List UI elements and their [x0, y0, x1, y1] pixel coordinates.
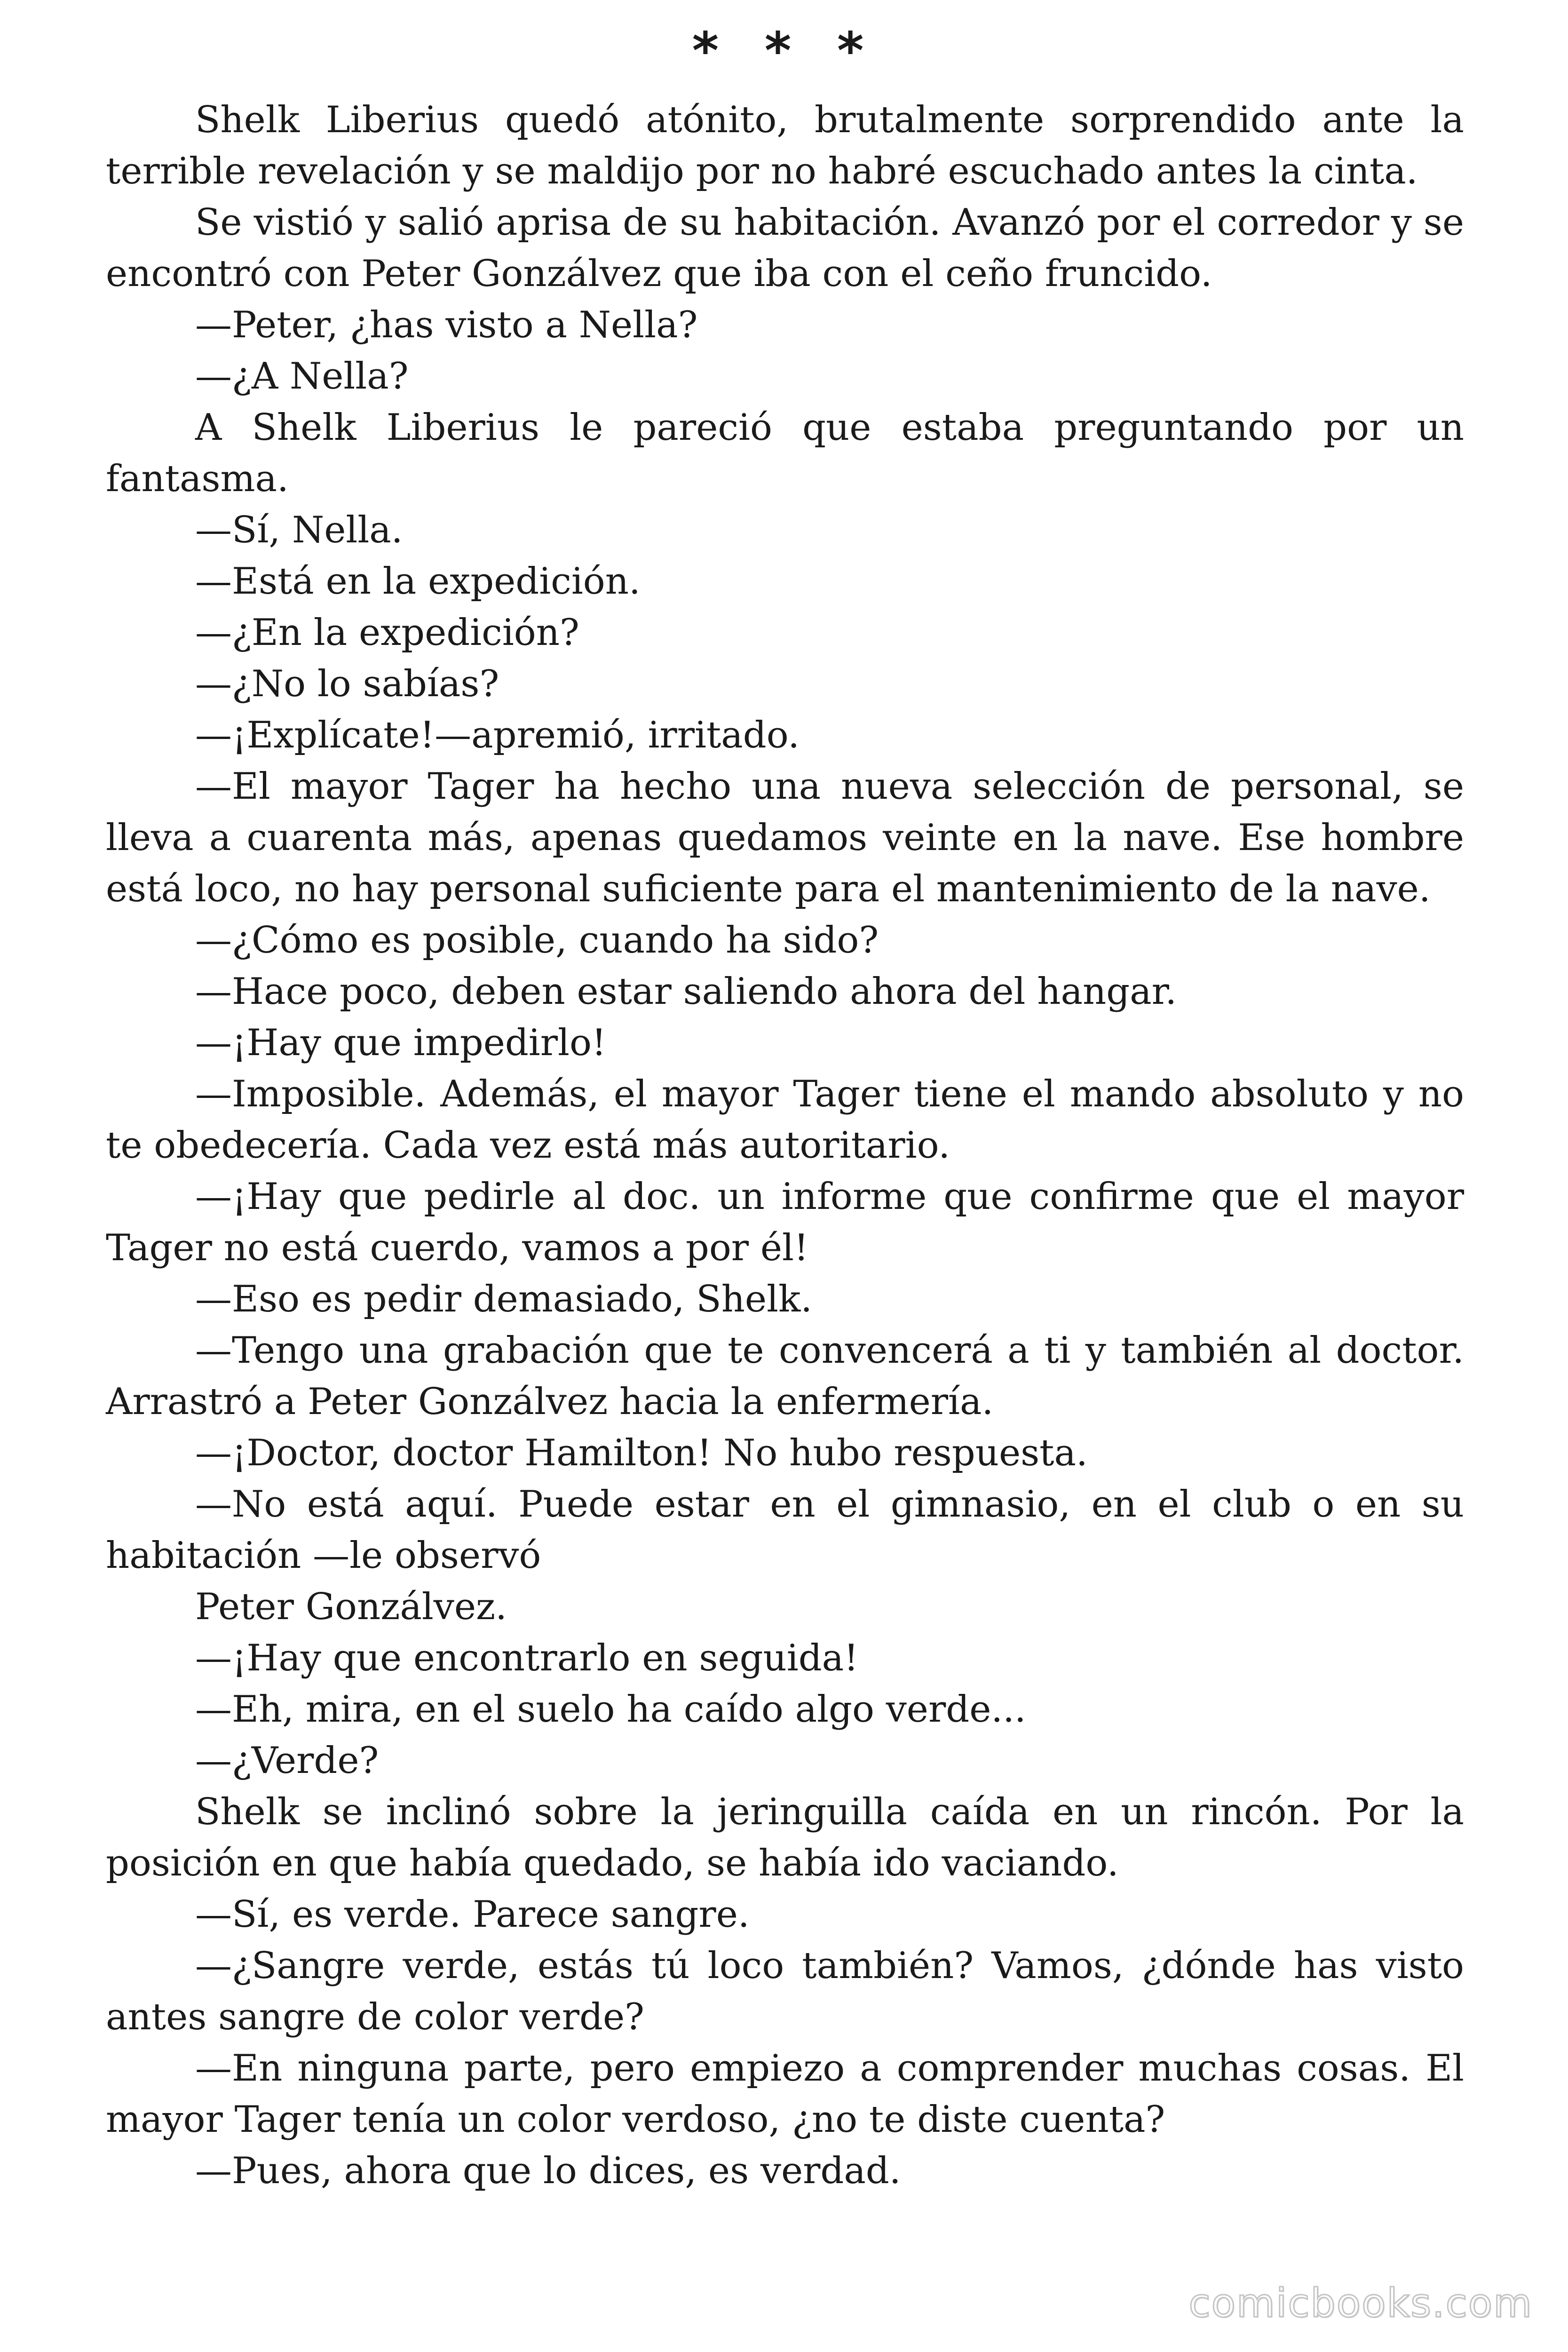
paragraph: —¿No lo sabías?	[195, 663, 499, 705]
paragraph: —Imposible. Además, el mayor Tager tiene el mando absoluto y no te obedecería. Cada vez está más autoritario.	[106, 1073, 1464, 1167]
paragraph: —Eh, mira, en el suelo ha caído algo verde...	[195, 1688, 1026, 1731]
paragraph: —Hace poco, deben estar saliendo ahora del hangar.	[195, 970, 1177, 1013]
paragraph: —¿Sangre verde, estás tú loco también? Vamos, ¿dónde has visto antes sangre de color verde?	[106, 1945, 1464, 2038]
paragraph: —¿A Nella?	[195, 355, 409, 397]
paragraph: —¡Hay que pedirle al doc. un informe que confirme que el mayor Tager no está cuerdo, vamos a por él!	[106, 1176, 1464, 1269]
body-text	[106, 95, 1464, 2197]
watermark: comicbooks.com	[1188, 2280, 1533, 2326]
paragraph: —Está en la expedición.	[195, 560, 641, 603]
book-page	[106, 22, 1464, 2197]
paragraph: —¡Doctor, doctor Hamilton! No hubo respuesta.	[195, 1432, 1088, 1474]
paragraph: —¿Verde?	[195, 1740, 379, 1782]
paragraph: A Shelk Liberius le pareció que estaba preguntando por un fantasma.	[106, 406, 1464, 500]
paragraph: —Peter, ¿has visto a Nella?	[195, 304, 698, 346]
paragraph: —Eso es pedir demasiado, Shelk.	[195, 1278, 813, 1320]
paragraph: Shelk se inclinó sobre la jeringuilla caída en un rincón. Por la posición en que había quedado, se había ido vaciando.	[106, 1791, 1464, 1884]
paragraph: —¿En la expedición?	[195, 612, 579, 654]
paragraph: —¡Hay que encontrarlo en seguida!	[195, 1637, 859, 1679]
paragraph: —El mayor Tager ha hecho una nueva selección de personal, se lleva a cuarenta más, apenas quedamos veinte en la nave. Ese hombre está loco, no hay personal suficiente para el mantenimiento de la nave.	[106, 765, 1464, 910]
paragraph: —Sí, es verde. Parece sangre.	[195, 1893, 750, 1936]
paragraph: —No está aquí. Puede estar en el gimnasio, en el club o en su habitación —le observó	[106, 1483, 1464, 1577]
paragraph: —Sí, Nella.	[195, 509, 403, 551]
paragraph: Shelk Liberius quedó atónito, brutalmente sorprendido ante la terrible revelación y se maldijo por no habré escuchado antes la cinta.	[106, 99, 1464, 192]
paragraph: —En ninguna parte, pero empiezo a comprender muchas cosas. El mayor Tager tenía un color verdoso, ¿no te diste cuenta?	[106, 2047, 1464, 2141]
paragraph: Peter Gonzálvez.	[195, 1586, 507, 1628]
paragraph: —Pues, ahora que lo dices, es verdad.	[195, 2150, 901, 2192]
paragraph: —¡Hay que impedirlo!	[195, 1022, 607, 1064]
paragraph: Se vistió y salió aprisa de su habitación. Avanzó por el corredor y se encontró con Peter Gonzálvez que iba con el ceño fruncido.	[106, 201, 1464, 295]
section-separator: * * *	[692, 22, 878, 80]
paragraph: —Tengo una grabación que te convencerá a ti y también al doctor. Arrastró a Peter Gonzálvez hacia la enfermería.	[106, 1329, 1464, 1423]
paragraph: —¿Cómo es posible, cuando ha sido?	[195, 919, 879, 961]
paragraph: —¡Explícate!—apremió, irritado.	[195, 714, 800, 756]
